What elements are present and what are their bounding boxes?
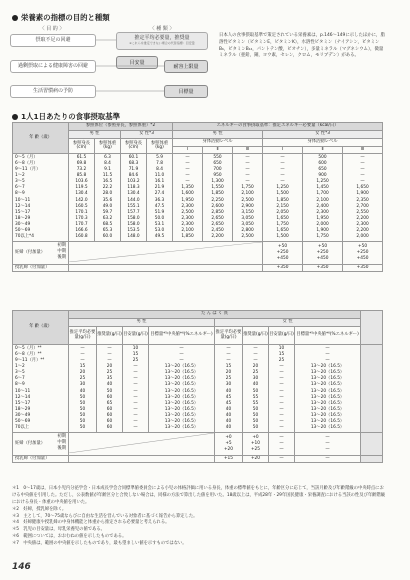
male-ear-header: 推定平均必要量(g/日) xyxy=(69,327,97,345)
lactating-row-label: 授乳婦（付加量） xyxy=(13,265,69,272)
male-weight-header: 参照体重(kg) xyxy=(95,139,121,154)
female-pal2-column: 500 600 650 900 1,250 1,450 1,700 2,100 2,400 2,300 1,950 2,000 1,900 1,750 xyxy=(303,154,343,242)
pal-1: Ⅰ xyxy=(263,147,303,154)
page-number: 146 xyxy=(12,562,31,572)
lact-rda: +20 xyxy=(243,456,269,463)
pal-3: Ⅲ xyxy=(343,147,383,154)
male-dg-header: 目標量*⁵中央値*⁶(%エネルギー) xyxy=(149,327,215,345)
male-pal2-column: 550 650 700 950 1,300 1,550 1,850 2,250 2,600 2,850 2,650 2,650 2,450 2,200 xyxy=(203,154,233,242)
male-header: 男 性 xyxy=(69,131,121,139)
preg-ai-column: — — — xyxy=(269,433,295,456)
lact-pal1: +350 xyxy=(263,265,303,272)
bullet-dot-icon xyxy=(12,114,18,120)
female-ai-column: 10 15 25 — — — — — — — — — — — xyxy=(269,345,295,433)
purpose-box-deficiency: 摂取不足の回避 xyxy=(10,34,96,47)
protein-table xyxy=(12,310,383,463)
kind-box-ul: 耐容上限量 xyxy=(164,60,208,73)
footnote-7: ＊7 中央値は，範囲の中央値を示したものであり，最も望ましい値を示すものではない。 xyxy=(12,541,187,546)
purpose-header: 〈 目 的 〉 xyxy=(39,26,65,32)
female-height-column: 60.1 68.3 71.9 84.6 103.2 118.3 130.4 144.0 155.1 157.7 158.0 158.0 153.5 148.0 xyxy=(121,154,147,242)
lactating-empty-cell xyxy=(69,265,263,272)
purpose-box-excess: 過剰摂取による健康障害の回避 xyxy=(10,60,96,73)
preg-rda-column: +0 +10 +25 xyxy=(243,433,269,456)
female-ai-header: 目安量(g/日) xyxy=(269,327,295,345)
female-weight-header: 参照体重(kg) xyxy=(147,139,173,154)
female-ear-header: 推定平均必要量(g/日) xyxy=(215,327,243,345)
lact-dg: — xyxy=(295,456,361,463)
male-ai-column: 10 15 25 — — — — — — — — — — — xyxy=(123,345,149,433)
side-strip xyxy=(361,311,383,345)
side-strip xyxy=(361,456,383,463)
female-height-header: 参照身長(cm) xyxy=(121,139,147,154)
pregnant-row-label: 妊婦（付加量） 初期 中期 後期 xyxy=(13,242,69,265)
female-header: 女 性*3 xyxy=(121,131,173,139)
female-ear-column: — — — 15 20 25 30 40 45 45 40 40 40 40 xyxy=(215,345,243,433)
protein-header: た ん ぱ く 質 xyxy=(69,311,361,319)
female-pal-header: 身体活動レベル xyxy=(263,139,383,147)
lact-ai: — xyxy=(269,456,295,463)
female-dg-column: — — — 13～20（16.5） 13～20（16.5） 13～20（16.5） 13～20（16.5） 13～20（16.5） 13～20（16.5） 13～20（16.5） 13～20（16.5） 13～20（16.5） 13～20（16.5） 13～20（16.5） xyxy=(295,345,361,433)
preg-pal3-column: +50 +250 +450 xyxy=(343,242,383,265)
male-height-header: 参照身長(cm) xyxy=(69,139,95,154)
female-pal3-column: — — — — — 1,650 1,900 2,350 2,700 2,550 2,200 2,300 2,200 2,000 xyxy=(343,154,383,242)
diagonal-slash-icon xyxy=(69,242,262,262)
energy-header: エネルギーの食事摂取基準：推定エネルギー必要量（kcal/日） xyxy=(173,123,383,131)
lact-pal3: +350 xyxy=(343,265,383,272)
age-header: 年 齢（歳） xyxy=(13,311,69,345)
male-weight-column: 6.3 8.4 9.1 11.5 16.5 22.2 28.0 35.6 49.0 59.7 63.2 68.5 65.3 60.0 xyxy=(95,154,121,242)
female-weight-column: 5.9 7.8 8.4 11.0 16.1 21.9 27.4 36.3 47.5 51.9 50.0 53.1 53.0 49.5 xyxy=(147,154,173,242)
male-header: 男 性 xyxy=(69,319,215,327)
ref-body-header: 参照体位（参照身長，参照体重）*2 xyxy=(69,123,173,131)
section-title-daily-intake: 1人1日あたりの食事摂取基準 xyxy=(12,111,120,122)
kind-header: 〈 種 類 〉 xyxy=(149,26,175,32)
kind-box-ear-rda: 推定平均必要量，推奨量 ※これらを推定できない場合の代替指標：目安量 xyxy=(116,32,208,50)
age-column: 0～5（月） 6～8（月） 9～11（月） 1～2 3～5 6～7 8～9 10～11 12～14 15～17 18～29 30～49 50～69 70以上*4 xyxy=(13,154,69,242)
male-rda-header: 推奨量(g/日) xyxy=(97,327,123,345)
male-ear-column: — — — 15 20 25 30 40 50 50 50 50 50 50 xyxy=(69,345,97,433)
age-header: 年 齢（歳） xyxy=(13,123,69,154)
lactating-row-label: 授乳婦（付加量） xyxy=(13,456,69,463)
male-pal1-column: — — — — — 1,350 1,600 1,950 2,300 2,500 2,300 2,300 2,100 1,850 xyxy=(173,154,203,242)
section-title-indicators: 栄養素の指標の目的と種類 xyxy=(12,12,110,23)
female-rda-column: — — — 20 25 30 40 50 55 55 50 50 50 50 xyxy=(243,345,269,433)
footnote-5: ＊5 乳児の目安量は，母乳栄養児の値である。 xyxy=(12,527,105,533)
footnote-6: ＊6 範囲については，おおむねの値を示したものである。 xyxy=(12,534,127,540)
preg-dg-column: — — — xyxy=(295,433,361,456)
pal-3: Ⅲ xyxy=(233,147,263,154)
footnote-4: ＊4 妊婦健康や授乳婦の中身体機能と体重から推定される必要量と考えられる。 xyxy=(12,520,170,526)
diagonal-slash-icon xyxy=(69,433,214,453)
footnote-1: ＊1 0～17歳は，日本小児内分泌学会・日本成長学会合同標準値委員会による小児の体格評価に用いる身長，体重の標準値をもとに，年齢区分に応じて，当該月齢及び年齢階級の中央時点における中央値を引用した。ただし，公表数値が年齢区分と合致しない場合は，同様の方法で算出した値を用いた。18歳以上は，平成28年・29年国民健康・栄養調査における当該の性及び年齢階級における身長・体重の中央値を用いた。 xyxy=(12,486,386,505)
pal-2: Ⅱ xyxy=(203,147,233,154)
energy-female-header: 女 性*3 xyxy=(263,131,383,139)
pregnant-empty-cell xyxy=(69,433,215,456)
purpose-box-lifestyle: 生活習慣病の予防 xyxy=(10,85,96,98)
lact-pal2: +350 xyxy=(303,265,343,272)
age-column: 0～5（月）*⁴ 6～8（月）*⁴ 9～11（月）*⁴ 1～2 3～5 6～7 8～9 10～11 12～14 15～17 18～29 30～49 50～69 70以上 xyxy=(13,345,69,433)
pregnant-row-label: 妊婦（付加量） 初期 中期 後期 xyxy=(13,433,69,456)
preg-pal1-column: +50 +250 +450 xyxy=(263,242,303,265)
lact-ear: +15 xyxy=(215,456,243,463)
footnote-3: ＊3 主として，70～75歳ならびに自由な生活を営んでいる対象者に基づく報告から算定した。 xyxy=(12,513,198,519)
female-header: 女 性 xyxy=(215,319,361,327)
preg-ear-column: +0 +5 +20 xyxy=(215,433,243,456)
intro-paragraph: 日本人の食事摂取基準で策定されている栄養素は，p.146～149に示したほかに，脂溶性ビタミン（ビタミンE，ビタミンK），水溶性ビタミン（ナイアシン，ビタミンB₆，ビタミンB₁₂，パントテン酸，ビオチン），多量ミネラル（マグネシウム），微量ミネラル（亜鉛，銅，ヨウ素，セレン，クロム，モリブデン）がある。 xyxy=(219,33,385,59)
energy-male-header: 男 性 xyxy=(173,131,263,139)
female-rda-header: 推奨量(g/日) xyxy=(243,327,269,345)
preg-pal2-column: +50 +250 +450 xyxy=(303,242,343,265)
female-dg-header: 目標量*⁵中央値*⁶(%エネルギー) xyxy=(295,327,361,345)
footnotes xyxy=(12,486,386,548)
male-rda-column: — — — 20 25 35 40 50 60 65 60 60 60 60 xyxy=(97,345,123,433)
kind-box-ai: 目安量 xyxy=(116,56,158,69)
male-height-column: 61.5 69.8 73.2 85.8 103.6 119.5 130.4 142.0 160.5 170.1 170.3 170.7 166.6 160.8 xyxy=(69,154,95,242)
pal-1: Ⅰ xyxy=(173,147,203,154)
pal-2: Ⅱ xyxy=(303,147,343,154)
side-strip xyxy=(361,345,383,433)
kind-box-dg: 目標量 xyxy=(164,85,208,98)
male-dg-column: — — — 13～20（16.5） 13～20（16.5） 13～20（16.5） 13～20（16.5） 13～20（16.5） 13～20（16.5） 13～20（16.5） 13～20（16.5） 13～20（16.5） 13～20（16.5） 13～20（16.5） xyxy=(149,345,215,433)
female-pal1-column: — — — — — 1,250 1,500 1,850 2,150 2,050 1,650 1,750 1,650 1,500 xyxy=(263,154,303,242)
lactating-empty-cell xyxy=(69,456,215,463)
male-ai-header: 目安量(g/日) xyxy=(123,327,149,345)
male-pal3-column: — — — — — 1,750 2,100 2,500 2,900 3,150 3,050 3,050 2,800 2,500 xyxy=(233,154,263,242)
energy-table xyxy=(12,122,383,272)
pregnant-empty-cell xyxy=(69,242,263,265)
side-strip xyxy=(361,433,383,456)
male-pal-header: 身体活動レベル xyxy=(173,139,263,147)
footnote-2: ＊2 妊婦，授乳婦を除く。 xyxy=(12,506,67,512)
